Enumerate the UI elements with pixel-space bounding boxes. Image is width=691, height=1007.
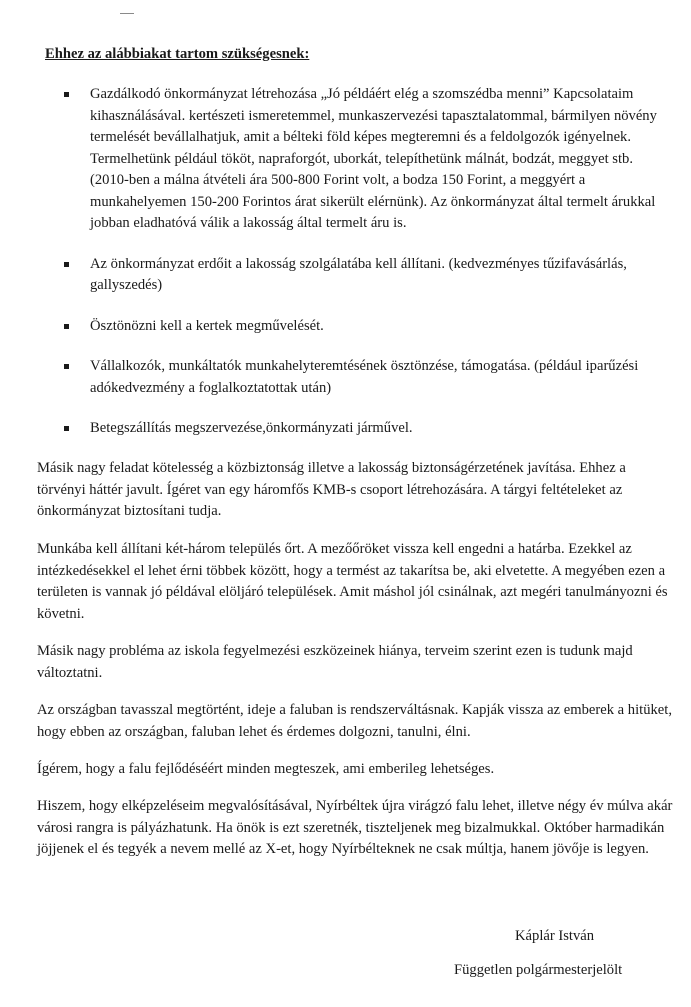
- bullet-text: Gazdálkodó önkormányzat létrehozása „Jó példáért elég a szomszédba menni” Kapcsolataim kihasználásával. kertészeti ismeretemmel, munkaszervezési tapasztalatommal, bármilyen növény termelését bevállalhatjuk, amit a bélteki föld képes megteremni és a feldolgozók igényelnek. Termelhetünk például tököt, napraforgót, uborkát, telepíthetünk málnát, bodzát, meggyet stb.(2010-ben a málna átvételi ára 500-800 Forint volt, a bodza 150 Forint, a meggyért a munkahelyemen 150-200 Forintos árat sikerült elérnünk). Az önkormányzat által termelt árukkal jobban eladhatóvá válik a lakosság által termelt áru is.: [90, 86, 657, 231]
- bullet-list: [60, 84, 660, 459]
- square-bullet-icon: [64, 426, 69, 431]
- signature-name: Káplár István: [515, 928, 595, 944]
- bullet-item-1: [60, 84, 660, 235]
- scan-mark: [120, 13, 134, 14]
- paragraph-field-guards: Munkába kell állítani két-három település őrt. A mezőőröket vissza kell engedni a határba. Ezekkel az intézkedésekkel el lehet érni többek között, hogy a termést az takarítsa be, aki elvetette. A megyében ezen a területen is vannak jó példával elöljáró települések. Amit máshol jól csinálnak, azt megéri tanulmányozni és követni.: [37, 541, 668, 622]
- bullet-item-2: [60, 254, 660, 297]
- square-bullet-icon: [64, 324, 69, 329]
- square-bullet-icon: [64, 364, 69, 369]
- paragraph-public-safety: Másik nagy feladat kötelesség a közbiztonság illetve a lakosság biztonságérzetének javítása. Ehhez a törvényi háttér javult. Ígéret van egy háromfős KMB-s csoport létrehozására. A tárgyi feltételeket az önkormányzat biztosítani tudja.: [37, 460, 626, 519]
- paragraph-regime-change: Az országban tavasszal megtörtént, ideje a faluban is rendszerváltásnak. Kapják vissza az emberek a hitüket, hogy ebben az országban, faluban lehet és érdemes dolgozni, tanulni, élni.: [37, 702, 672, 740]
- bullet-text: Betegszállítás megszervezése,önkormányzati járművel.: [90, 420, 413, 436]
- signature-title: Független polgármesterjelölt: [454, 962, 623, 978]
- bullet-text: Ösztönözni kell a kertek megművelését.: [90, 317, 324, 334]
- bullet-item-4: [60, 356, 660, 399]
- paragraph-school-discipline: Másik nagy probléma az iskola fegyelmezési eszközeinek hiánya, terveim szerint ezen is tudunk majd változtatni.: [37, 643, 633, 681]
- bullet-item-3: [60, 316, 660, 338]
- paragraph-closing: Hiszem, hogy elképzeléseim megvalósításával, Nyírbéltek újra virágzó falu lehet, illetve négy év múlva akár városi rangra is pályázhatunk. Ha önök is ezt szeretnék, tiszteljenek meg bizalmukkal. Október harmadikán jöjjenek el és tegyék a nevem mellé az X-et, hogy Nyírbélteknek ne csak múltja, hanem jövője is legyen.: [37, 798, 673, 857]
- bullet-text: Az önkormányzat erdőit a lakosság szolgálatába kell állítani. (kedvezményes tűzifavásárlás, gallyszedés): [90, 255, 627, 293]
- square-bullet-icon: [64, 262, 69, 267]
- document-heading: Ehhez az alábbiakat tartom szükségesnek:: [45, 46, 310, 62]
- square-bullet-icon: [64, 92, 69, 97]
- bullet-item-5: [60, 418, 660, 440]
- paragraph-promise: Ígérem, hogy a falu fejlődéséért minden megteszek, ami emberileg lehetséges.: [37, 761, 495, 777]
- bullet-text: Vállalkozók, munkáltatók munkahelyteremtésének ösztönzése, támogatása. (például iparűzési adókedvezmény a foglalkoztatottak után): [90, 358, 639, 396]
